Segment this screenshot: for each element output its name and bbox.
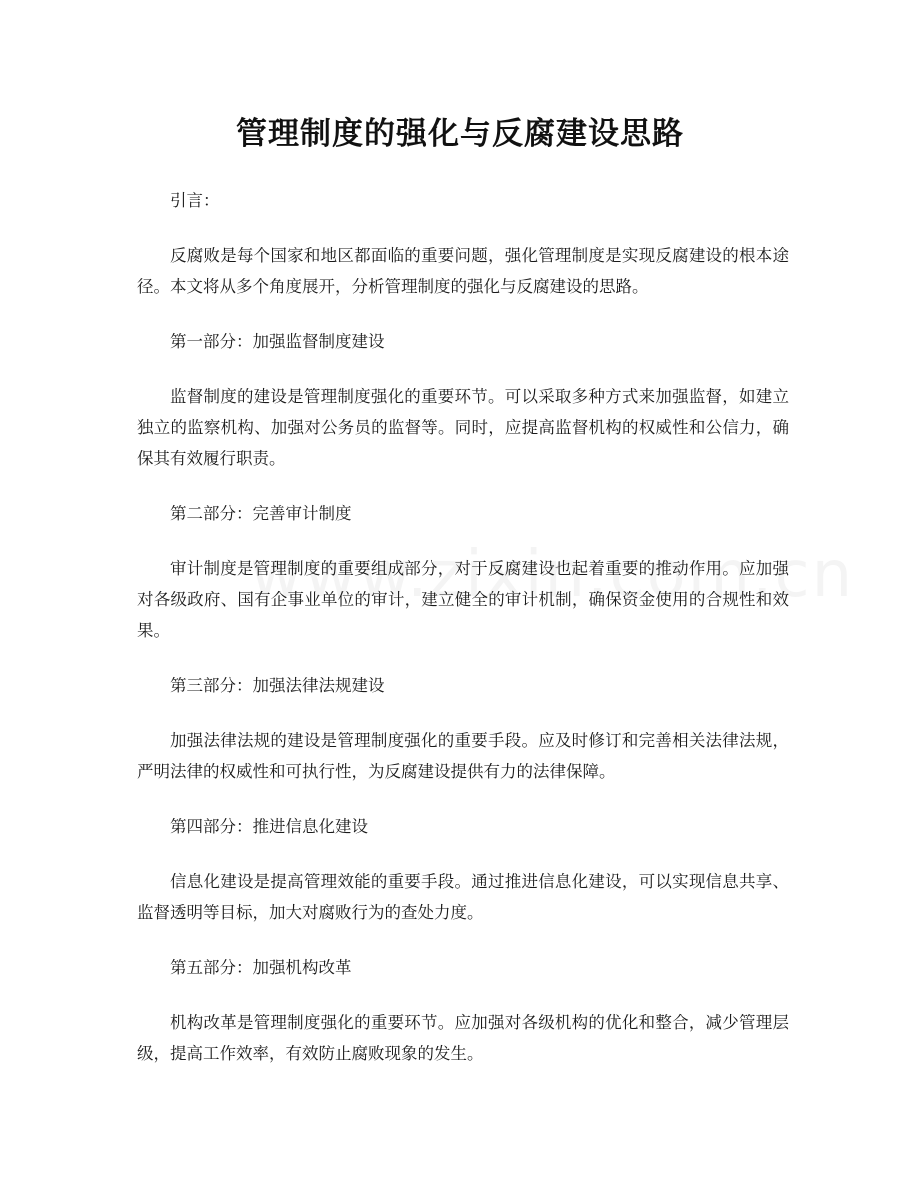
- section-2-paragraph: 审计制度是管理制度的重要组成部分，对于反腐建设也起着重要的推动作用。应加强对各级政府、国有企事业单位的审计，建立健全的审计机制，确保资金使用的合规性和效果。: [137, 559, 789, 640]
- section-5-paragraph: 机构改革是管理制度强化的重要环节。应加强对各级机构的优化和整合，减少管理层级，提高工作效率，有效防止腐败现象的发生。: [137, 1013, 789, 1063]
- section-2-heading: 第二部分：完善审计制度: [170, 504, 352, 523]
- section-4-heading: 第四部分：推进信息化建设: [170, 817, 368, 836]
- intro-paragraph: 反腐败是每个国家和地区都面临的重要问题，强化管理制度是实现反腐建设的根本途径。本文将从多个角度展开，分析管理制度的强化与反腐建设的思路。: [137, 246, 789, 296]
- document-title: 管理制度的强化与反腐建设思路: [236, 116, 684, 152]
- intro-heading: 引言：: [170, 191, 220, 210]
- section-5-heading: 第五部分：加强机构改革: [170, 958, 352, 977]
- document-body: [137, 185, 789, 1093]
- section-1-paragraph: 监督制度的建设是管理制度强化的重要环节。可以采取多种方式来加强监督，如建立独立的监察机构、加强对公务员的监督等。同时，应提高监督机构的权威性和公信力，确保其有效履行职责。: [137, 387, 789, 468]
- section-3-heading: 第三部分：加强法律法规建设: [170, 676, 385, 695]
- section-1-heading: 第一部分：加强监督制度建设: [170, 332, 385, 351]
- section-4-paragraph: 信息化建设是提高管理效能的重要手段。通过推进信息化建设，可以实现信息共享、监督透明等目标，加大对腐败行为的查处力度。: [137, 872, 789, 922]
- section-3-paragraph: 加强法律法规的建设是管理制度强化的重要手段。应及时修订和完善相关法律法规，严明法律的权威性和可执行性，为反腐建设提供有力的法律保障。: [137, 731, 789, 781]
